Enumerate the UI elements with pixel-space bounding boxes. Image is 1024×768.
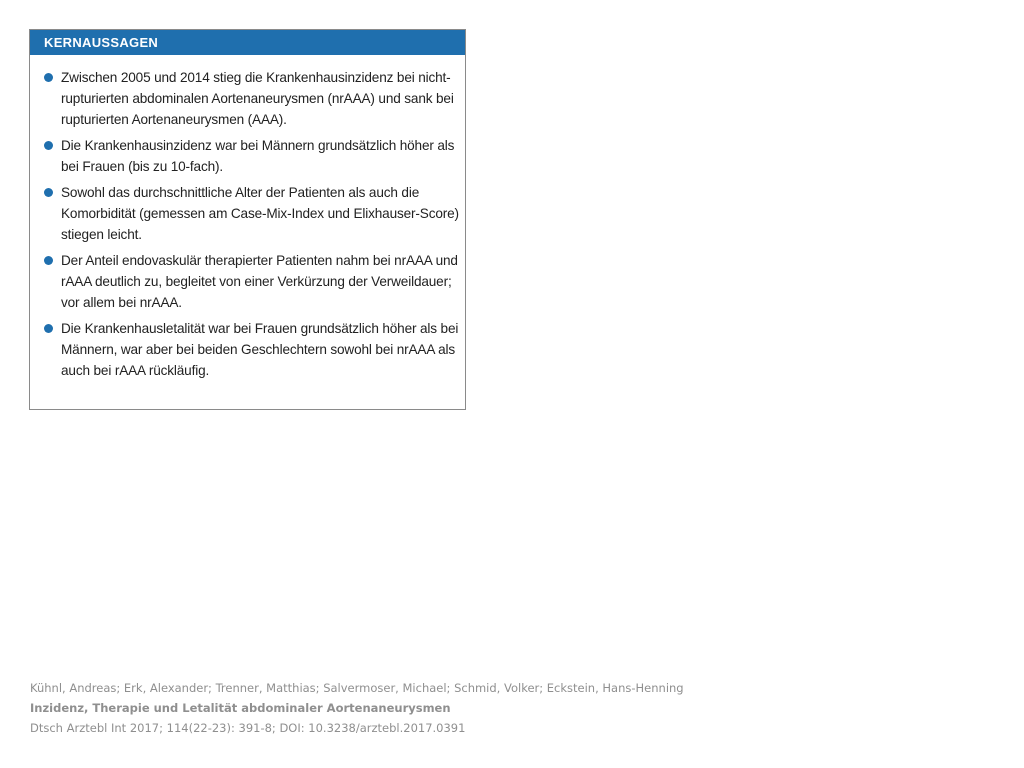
key-message-line: stiegen leicht. (61, 227, 142, 242)
key-message-line: Der Anteil endovaskulär therapierter Patienten nahm bei nrAAA und (61, 253, 458, 268)
citation (30, 678, 684, 738)
key-message-line: Sowohl das durchschnittliche Alter der Patienten als auch die (61, 185, 420, 200)
key-message-item (42, 182, 459, 245)
bullet-dot-icon (44, 256, 53, 265)
key-message-line: rupturierten abdominalen Aortenaneurysmen (nrAAA) und sank bei (61, 91, 454, 106)
bullet-dot-icon (44, 188, 53, 197)
key-message-line: Zwischen 2005 und 2014 stieg die Krankenhausinzidenz bei nicht- (61, 70, 451, 85)
key-message-line: rupturierten Aortenaneurysmen (AAA). (61, 112, 287, 127)
key-message-line: vor allem bei nrAAA. (61, 295, 182, 310)
key-messages-heading: KERNAUSSAGEN (30, 30, 465, 55)
key-message-line: Die Krankenhausinzidenz war bei Männern grundsätzlich höher als (61, 138, 455, 153)
key-message-item (42, 250, 458, 313)
citation-title: Inzidenz, Therapie und Letalität abdominaler Aortenaneurysmen (30, 701, 451, 715)
key-message-line: rAAA deutlich zu, begleitet von einer Verkürzung der Verweildauer; (61, 274, 452, 289)
citation-authors: Kühnl, Andreas; Erk, Alexander; Trenner, Matthias; Salvermoser, Michael; Schmid, Volker; Eckstein, Hans-Henning (30, 681, 684, 695)
key-message-item (42, 67, 454, 130)
key-messages-list (30, 55, 465, 381)
key-message-line: auch bei rAAA rückläufig. (61, 363, 210, 378)
key-message-line: Die Krankenhausletalität war bei Frauen grundsätzlich höher als bei (61, 321, 459, 336)
key-message-item (42, 318, 459, 381)
bullet-dot-icon (44, 73, 53, 82)
key-message-line: bei Frauen (bis zu 10-fach). (61, 159, 224, 174)
key-message-line: Männern, war aber bei beiden Geschlechtern sowohl bei nrAAA als (61, 342, 456, 357)
bullet-dot-icon (44, 141, 53, 150)
bullet-dot-icon (44, 324, 53, 333)
key-message-item (42, 135, 455, 177)
key-message-line: Komorbidität (gemessen am Case-Mix-Index und Elixhauser-Score) (61, 206, 459, 221)
citation-source: Dtsch Arztebl Int 2017; 114(22-23): 391-8; DOI: 10.3238/arztebl.2017.0391 (30, 721, 466, 735)
key-messages-box (29, 29, 466, 410)
